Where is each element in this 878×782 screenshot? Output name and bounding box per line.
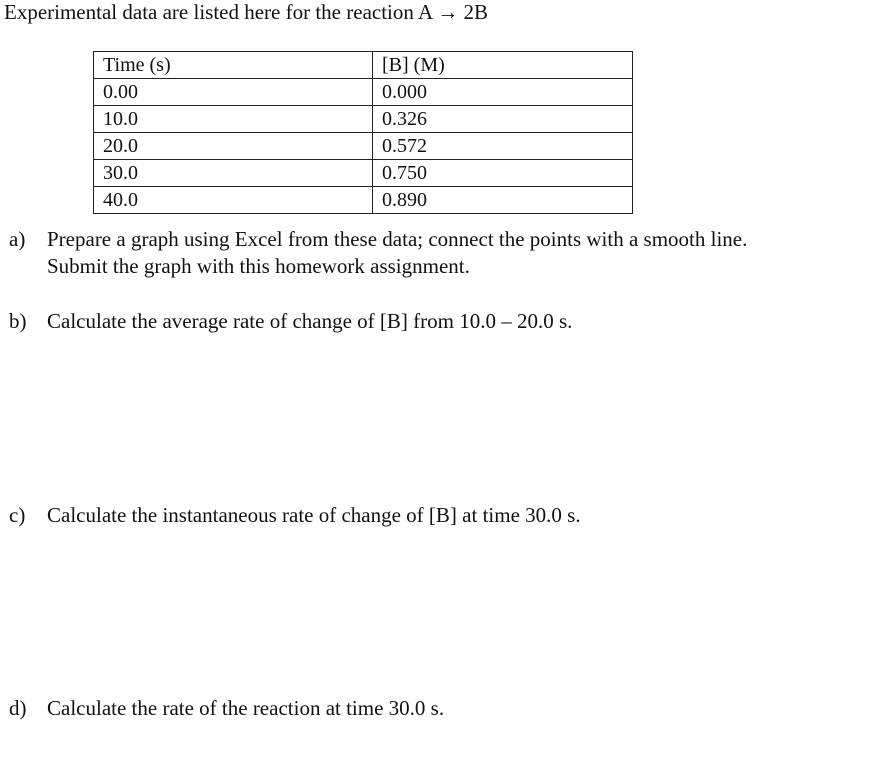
cell-time: 30.0 bbox=[94, 160, 373, 187]
cell-concentration: 0.572 bbox=[373, 133, 633, 160]
cell-time: 20.0 bbox=[94, 133, 373, 160]
intro-text: Experimental data are listed here for the reaction A → 2B bbox=[4, 0, 488, 24]
question-b-text: Calculate the average rate of change of [B] from 10.0 – 20.0 s. bbox=[47, 309, 573, 333]
question-d bbox=[9, 695, 444, 722]
question-b bbox=[9, 308, 572, 335]
question-c bbox=[9, 502, 581, 529]
question-a bbox=[9, 226, 747, 280]
cell-time: 0.00 bbox=[94, 79, 373, 106]
question-d-text: Calculate the rate of the reaction at time 30.0 s. bbox=[47, 696, 445, 720]
cell-time: 40.0 bbox=[94, 187, 373, 214]
header-time: Time (s) bbox=[94, 52, 373, 79]
question-a-text-line1: Prepare a graph using Excel from these data; connect the points with a smooth line. bbox=[47, 227, 748, 251]
question-a-letter: a) bbox=[9, 227, 26, 251]
table-header-row bbox=[94, 52, 633, 79]
data-table bbox=[93, 51, 633, 214]
cell-time: 10.0 bbox=[94, 106, 373, 133]
cell-concentration: 0.890 bbox=[373, 187, 633, 214]
cell-concentration: 0.750 bbox=[373, 160, 633, 187]
question-c-letter: c) bbox=[9, 503, 26, 527]
header-concentration: [B] (M) bbox=[373, 52, 633, 79]
table-row bbox=[94, 133, 633, 160]
table-row bbox=[94, 106, 633, 133]
question-c-text: Calculate the instantaneous rate of change of [B] at time 30.0 s. bbox=[47, 503, 581, 527]
table-row bbox=[94, 187, 633, 214]
table-row bbox=[94, 160, 633, 187]
question-a-text-line2: Submit the graph with this homework assignment. bbox=[47, 254, 470, 278]
cell-concentration: 0.000 bbox=[373, 79, 633, 106]
question-d-letter: d) bbox=[9, 696, 27, 720]
cell-concentration: 0.326 bbox=[373, 106, 633, 133]
table-row bbox=[94, 79, 633, 106]
question-b-letter: b) bbox=[9, 309, 27, 333]
